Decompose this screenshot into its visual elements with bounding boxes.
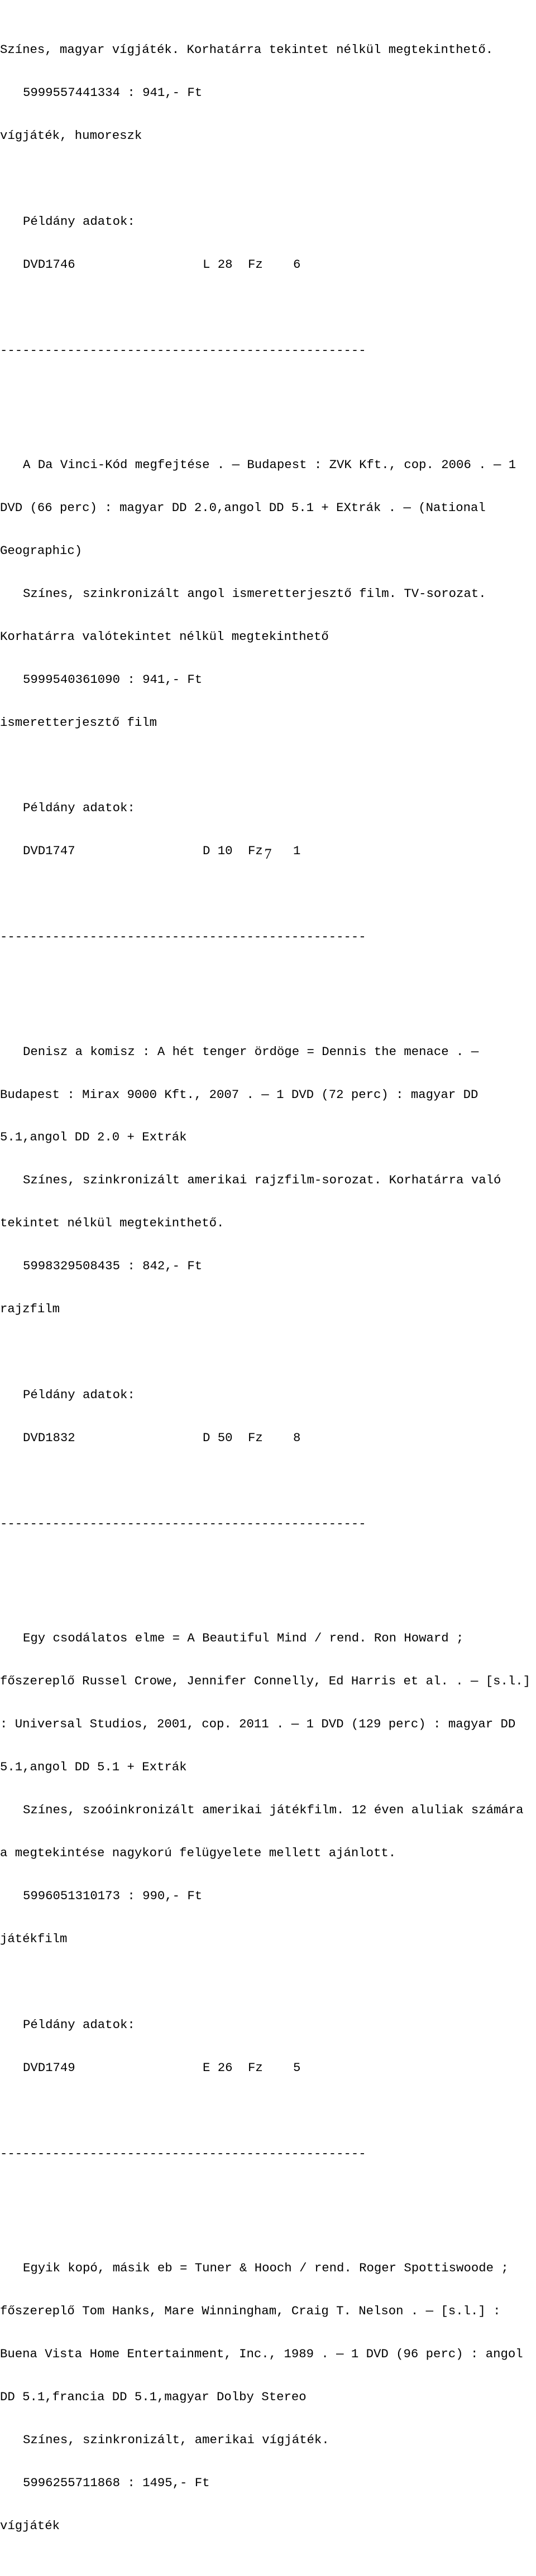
entry-genre: rajzfilm [0,1302,60,1317]
copy-row [0,258,536,272]
entry-note: Színes, szinkronizált amerikai rajzfilm-sorozat. Korhatárra való [23,1173,501,1188]
entry-note: tekintet nélkül megtekinthető. [0,1216,224,1231]
copy-id: DVD1747 [23,844,75,859]
copy-shelf: D 50 [203,1431,233,1446]
copy-row [0,1431,536,1446]
copy-count: 1 [293,844,301,859]
copy-shelf: D 10 [203,844,233,859]
copies-label: Példány adatok: [23,801,135,816]
copy-id: DVD1746 [23,257,75,272]
copy-count: 6 [293,257,301,272]
copy-location: Fz [248,1431,263,1446]
entry-desc: Geographic) [0,543,83,558]
intro-isbn: 5999557441334 : 941,- Ft [23,85,203,100]
entry-desc: Denisz a komisz : A hét tenger ördöge = Dennis the menace . — [23,1044,479,1059]
entry-desc: Egy csodálatos elme = A Beautiful Mind / rend. Ron Howard ; [23,1631,464,1646]
entry-note: Színes, szoóinkronizált amerikai játékfilm. 12 éven aluliak számára [23,1803,524,1818]
entry-note: Színes, szinkronizált angol ismeretterjesztő film. TV-sorozat. [23,586,486,601]
copies-label: Példány adatok: [23,2017,135,2032]
entry-desc: 5.1,angol DD 2.0 + Extrák [0,1130,187,1145]
entry-isbn: 5998329508435 : 842,- Ft [23,1259,203,1274]
copy-id: DVD1749 [23,2060,75,2075]
entry-note: a megtekintése nagykorú felügyelete mellett ajánlott. [0,1846,396,1861]
copy-location: Fz [248,844,263,859]
entry-desc: főszereplő Russel Crowe, Jennifer Connelly, Ed Harris et al. . — [s.l.] [0,1674,531,1689]
entry-genre: ismeretterjesztő film [0,715,157,730]
page-number: 7 [264,846,272,862]
copy-location: Fz [248,257,263,272]
entry-desc: DVD (66 perc) : magyar DD 2.0,angol DD 5.1 + EXtrák . — (National [0,500,486,515]
entry-note: Színes, szinkronizált, amerikai vígjáték. [23,2432,329,2447]
entry-desc: DD 5.1,francia DD 5.1,magyar Dolby Stereo [0,2389,307,2404]
entry-genre: vígjáték [0,2518,60,2533]
entry-genre: játékfilm [0,1931,68,1946]
entry-desc: főszereplő Tom Hanks, Mare Winningham, Craig T. Nelson . — [s.l.] : [0,2303,501,2318]
copy-row [0,2061,536,2076]
entry-desc: 5.1,angol DD 5.1 + Extrák [0,1760,187,1775]
entry-desc: : Universal Studios, 2001, cop. 2011 . — 1 DVD (129 perc) : magyar DD [0,1717,516,1732]
copy-id: DVD1832 [23,1431,75,1446]
entry-desc: A Da Vinci-Kód megfejtése . — Budapest : ZVK Kft., cop. 2006 . — 1 [23,457,516,472]
separator-line: ------------------------------------------------- [0,1516,366,1532]
entry-isbn: 5999540361090 : 941,- Ft [23,672,203,687]
copy-location: Fz [248,2060,263,2075]
entry-isbn: 5996051310173 : 990,- Ft [23,1888,203,1903]
intro-genre: vígjáték, humoreszk [0,128,142,143]
copy-shelf: L 28 [203,257,233,272]
entry-desc: Budapest : Mirax 9000 Kft., 2007 . — 1 DVD (72 perc) : magyar DD [0,1087,478,1102]
copies-label: Példány adatok: [23,214,135,229]
copies-label: Példány adatok: [23,1388,135,1403]
separator-line: ------------------------------------------------- [0,2146,366,2161]
copy-shelf: E 26 [203,2060,233,2075]
copy-count: 5 [293,2060,301,2075]
separator-line: ------------------------------------------------- [0,930,366,945]
copy-count: 8 [293,1431,301,1446]
entry-isbn: 5996255711868 : 1495,- Ft [23,2475,210,2490]
separator-line: ------------------------------------------------- [0,343,366,358]
intro-note: Színes, magyar vígjáték. Korhatárra tekintet nélkül megtekinthető. [0,42,494,57]
entry-desc: Buena Vista Home Entertainment, Inc., 1989 . — 1 DVD (96 perc) : angol [0,2346,523,2361]
entry-desc: Egyik kopó, másik eb = Tuner & Hooch / rend. Roger Spottiswoode ; [23,2260,509,2275]
entry-note: Korhatárra valótekintet nélkül megtekinthető [0,629,329,644]
